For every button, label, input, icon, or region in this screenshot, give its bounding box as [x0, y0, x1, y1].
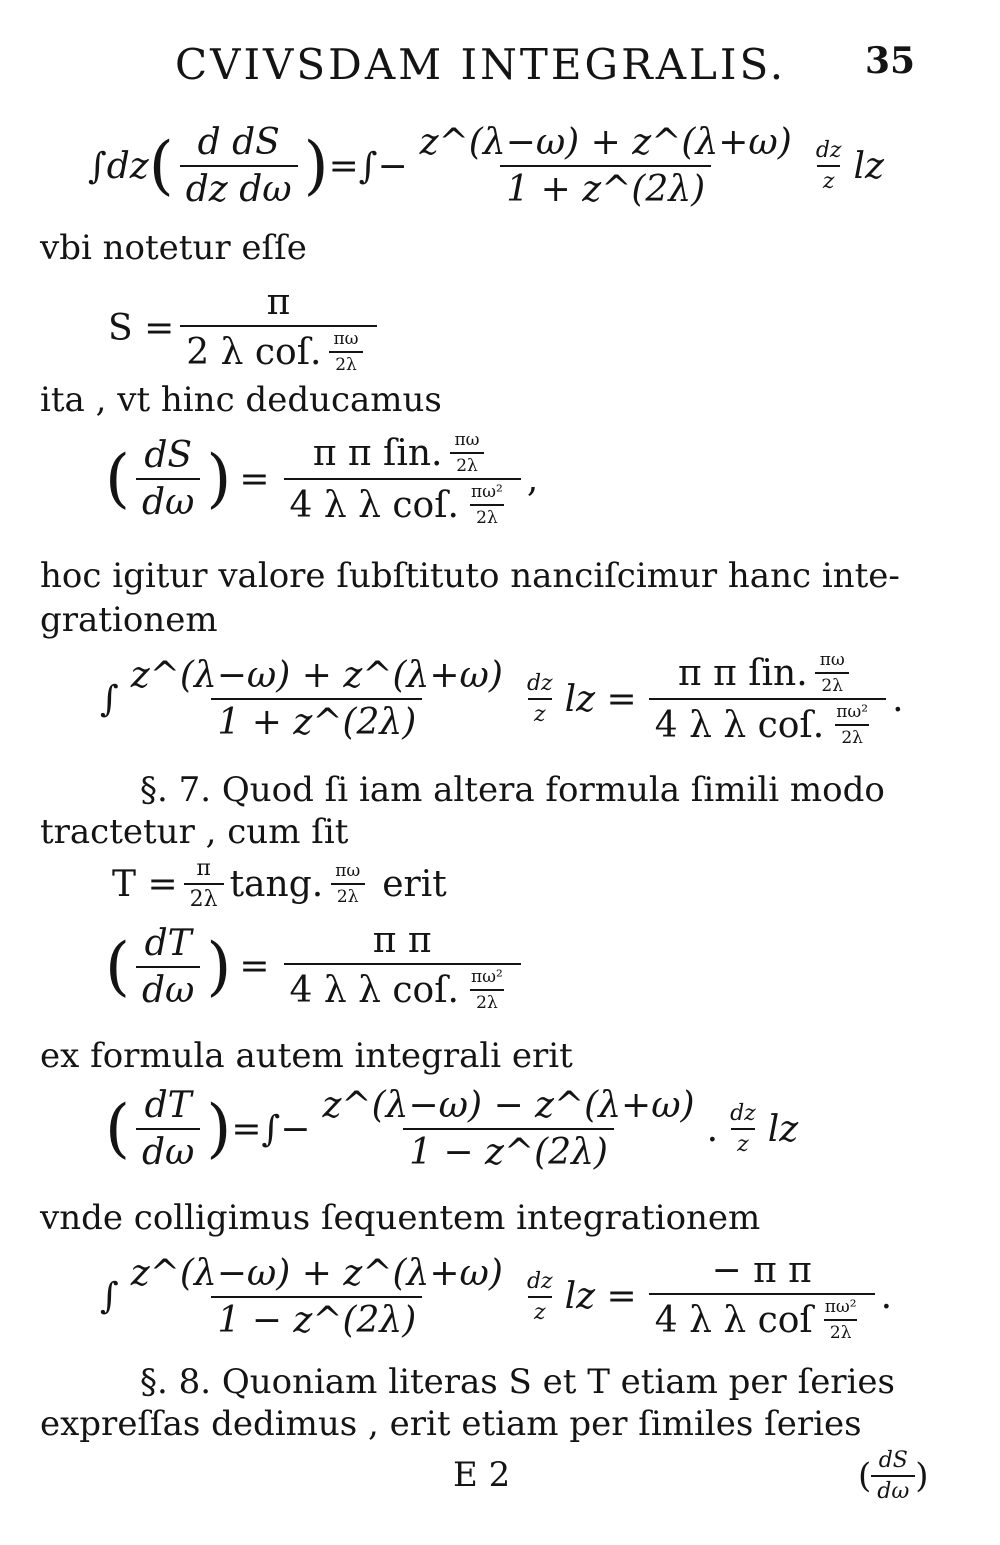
eq1-equals: =∫−: [328, 145, 408, 187]
text-line-2: ita , vt hinc deducamus: [40, 380, 442, 420]
eq6-lhs-fraction: $\frac{dT}{d\omega}$: [136, 923, 200, 1011]
equation-2: [108, 282, 383, 375]
eq1-lhs-fraction: $\frac{\text{d dS}}{\text{dz dω}}$: [180, 122, 298, 210]
signature-mark: E 2: [453, 1455, 511, 1495]
eq1-fraction: $\frac{z\^{}(\lambda-\omega) + z\^{}(\lambda+\omega)}{1 + z\^{}(2\lambda)}$: [419, 122, 792, 210]
eq6-fraction: π π 4 λ λ coſ. $\frac{\text{πω²}}{2\lambda}$: [284, 920, 521, 1013]
integral-sign: ∫: [100, 678, 119, 720]
eq3-lhs-fraction: $\frac{dS}{d\omega}$: [136, 435, 200, 523]
eq8-rhs-fraction: − π π 4 λ λ coſ $\frac{\text{πω²}}{2\lambda}$: [649, 1250, 875, 1343]
left-paren: (: [105, 442, 130, 516]
eq4-tail-fraction: $\frac{dz}{z}$: [526, 671, 553, 727]
running-header: CVIVSDAM INTEGRALIS.: [175, 40, 787, 89]
right-paren: ): [206, 442, 232, 516]
equation-1: [88, 122, 884, 210]
eq3-equals: =: [239, 458, 270, 500]
eq2-fraction: π 2 λ coſ. $\frac{\pi\omega}{2\lambda}$: [180, 282, 376, 375]
eq6-equals: =: [239, 946, 270, 987]
right-paren: ): [206, 929, 232, 1004]
eq4-fraction: $\frac{z\^{}(\lambda-\omega) + z\^{}(\lambda+\omega)}{1 + z\^{}(2\lambda)}$: [130, 655, 503, 743]
equation-6: [105, 920, 527, 1013]
eq5-tang: tang.: [229, 863, 324, 905]
left-paren: (: [148, 129, 174, 203]
eq7-tail: lz: [767, 1108, 799, 1150]
eq7-dot: .: [706, 1108, 719, 1150]
text-line-7a: §. 8. Quoniam literas S et T etiam per ſeries: [140, 1362, 896, 1402]
left-paren: (: [105, 929, 130, 1004]
right-paren: ): [303, 129, 329, 203]
left-paren: (: [105, 1092, 130, 1166]
equation-8: [100, 1250, 892, 1343]
eq4-period: .: [892, 678, 904, 720]
text-line-4a: §. 7. Quod ſi iam altera formula ſimili modo: [140, 770, 885, 810]
eq7-fraction: $\frac{z\^{}(\lambda-\omega) - z\^{}(\lambda+\omega)}{1 - z\^{}(2\lambda)}$: [322, 1085, 695, 1173]
eq4-mid: lz =: [564, 678, 637, 720]
equation-5: [112, 856, 447, 912]
eq3-fraction: π π ſin. $\frac{\pi\omega}{2\lambda}$ 4 λ λ coſ. $\frac{\text{πω²}}{2\lambda}$: [284, 430, 521, 528]
text-line-3b: grationem: [40, 600, 218, 640]
eq1-prefix: ∫dz: [88, 145, 149, 187]
eq4-rhs-fraction: π π ſin. $\frac{\pi\omega}{2\lambda}$ 4 λ λ coſ. $\frac{\text{πω²}}{2\lambda}$: [649, 650, 886, 748]
text-line-7b: expreſſas dedimus , erit etiam per ſimiles ſeries: [40, 1404, 862, 1444]
eq5-arg: $\frac{\pi\omega}{2\lambda}$: [329, 861, 366, 907]
eq7-lhs-fraction: $\frac{dT}{d\omega}$: [136, 1085, 200, 1173]
eq3-comma: ,: [526, 458, 539, 500]
eq8-period: .: [880, 1276, 893, 1317]
eq2-lhs: S =: [108, 308, 175, 349]
eq5-erit: erit: [382, 863, 447, 905]
equation-4: [100, 650, 904, 748]
eq8-tail-fraction: $\frac{dz}{z}$: [526, 1268, 553, 1325]
eq2-arg: $\frac{\pi\omega}{2\lambda}$: [328, 329, 365, 375]
eq8-mid: lz =: [564, 1276, 637, 1317]
eq5-lhs: T =: [112, 863, 178, 905]
eq1-tail: lz: [853, 145, 885, 187]
catchword: ( $\frac{dS}{d\omega}$ ): [858, 1448, 929, 1504]
eq5-fraction: $\frac{\pi}{2\lambda}$: [184, 856, 224, 912]
right-paren: ): [206, 1092, 232, 1166]
eq8-fraction: $\frac{z\^{}(\lambda-\omega) + z\^{}(\lambda+\omega)}{1 - z\^{}(2\lambda)}$: [130, 1252, 503, 1341]
equation-3: [105, 430, 538, 528]
text-line-5: ex formula autem integrali erit: [40, 1036, 573, 1076]
eq7-equals: =∫−: [231, 1108, 311, 1150]
text-line-4b: tractetur , cum ſit: [40, 812, 349, 852]
eq1-tail-fraction: $\frac{dz}{z}$: [815, 138, 842, 194]
eq7-tail-fraction: $\frac{dz}{z}$: [730, 1101, 756, 1157]
text-line-3a: hoc igitur valore ſubſtituto nanciſcimur hanc inte-: [40, 556, 900, 596]
equation-7: [105, 1085, 798, 1173]
integral-sign: ∫: [100, 1276, 119, 1317]
page-number: 35: [865, 40, 916, 82]
text-line-1: vbi notetur eſſe: [40, 228, 307, 268]
text-line-6: vnde colligimus ſequentem integrationem: [40, 1198, 761, 1238]
